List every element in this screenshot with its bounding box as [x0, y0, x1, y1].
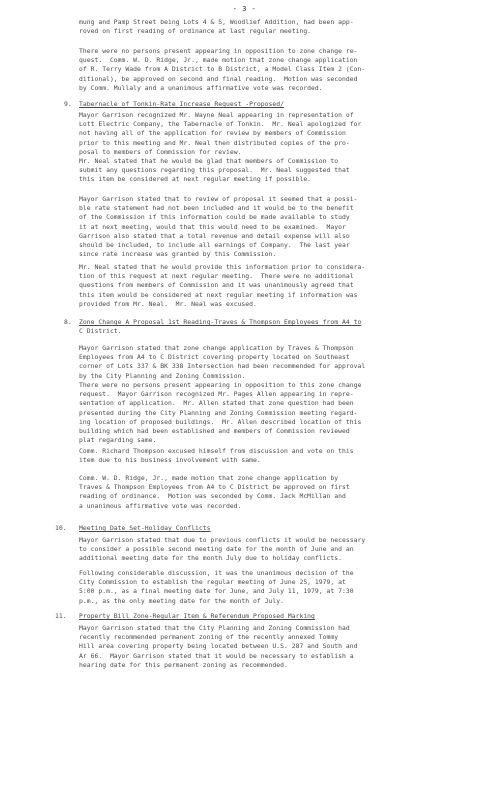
text-line: Mr. Neal stated that he would provide this information prior to considera-	[79, 263, 366, 271]
text-line: this item would be considered at next regular meeting if information was	[79, 290, 358, 299]
text-line: Following considerable discussion, it was the unanimous decision of the	[79, 569, 354, 577]
paragraph	[79, 381, 361, 445]
text-line: building which had been established and members of Commission reviewed	[79, 427, 350, 436]
text-line: recently recommended permanent zoning of the recently annexed Tommy	[79, 633, 339, 642]
text-line: City Commission to establish the regular meeting of June 25, 1979, at	[79, 578, 346, 587]
section	[79, 318, 361, 336]
text-line: a unanimous affirmative vote was recorded.	[79, 501, 242, 510]
section-title: Meeting Date Set-Holiday Conflicts	[79, 524, 211, 532]
text-line: mung and Pamp Street being Lots 4 & 5, Woodlief Addition, had been app-	[79, 18, 354, 26]
text-line: tion of this request at next regular meeting. There were no additional	[79, 272, 354, 281]
text-line: presented during the City Planning and Zoning Commission meeting regard-	[79, 408, 358, 417]
item-number: 11.	[55, 612, 67, 620]
text-line: There were no persons present appearing in opposition to zone change re-	[79, 47, 358, 55]
section	[79, 524, 211, 533]
text-line: corner of Lots 337 & BK 338 Intersection had been recommended for approval	[79, 362, 366, 371]
paragraph	[79, 18, 354, 36]
text-line: Mayor Garrison stated that the City Planning and Zoning Commission had	[79, 624, 350, 632]
paragraph	[79, 47, 365, 93]
text-line: ble rate statement had not been included and it would be to the benefit	[79, 204, 354, 213]
text-line: p.m., as the only meeting date for the month of July.	[79, 596, 284, 605]
text-line: Mayor Garrison stated that zone change application by Traves & Thompson	[79, 344, 354, 352]
text-line: of the Commission if this information could be made available to study	[79, 213, 350, 222]
text-line: Comm. W. D. Ridge, Jr., made motion that zone change application by	[79, 474, 339, 482]
section	[79, 612, 315, 621]
text-line: Mr. Neal stated that he would be glad that members of Commission to	[79, 157, 339, 165]
text-line: Hill area covering property being located between U.S. 287 and South and	[79, 642, 358, 651]
paragraph	[79, 344, 365, 381]
paragraph	[79, 569, 354, 606]
page-number: - 3 -	[232, 5, 257, 13]
text-line: it at next meeting, would that this would need to be examined. Mayor	[79, 222, 346, 231]
text-line: roved on first reading of ordinance at last regular meeting.	[79, 27, 312, 36]
text-line: There were no persons present appearing in opposition to this zone change	[79, 381, 362, 389]
section-title: Zone Change A Proposal 1st Reading-Traves & Thompson Employees from A4 to	[79, 318, 362, 326]
text-line: hearing date for this permanent zoning as recommended.	[79, 660, 288, 669]
text-line: Comm. Richard Thompson excused himself from discussion and vote on this	[79, 447, 354, 455]
text-line: since rate increase was granted by this Commission.	[79, 250, 277, 259]
text-line: Traves & Thompson Employees from A4 to C District be approved on first	[79, 483, 350, 492]
text-line: Ar 66. Mayor Garrison stated that it would be necessary to establish a	[79, 651, 354, 660]
text-line: reading of ordinance. Motion was seconded by Comm. Jack McMillan and	[79, 492, 346, 501]
text-line: not having all of the application for review by members of Commission	[79, 129, 346, 138]
text-line: Lott Electric Company, the Tabernacle of Tonkin. Mr. Neal apologized for	[79, 120, 362, 129]
text-line: by Comm. Mullaly and a unanimous affirmative vote was recorded.	[79, 83, 323, 92]
paragraph	[79, 624, 357, 670]
text-line: request. Mayor Garrison recognized Mr. Pages Allen appearing in repre-	[79, 390, 354, 399]
text-line: additional meeting date for the month July due to holiday conflicts.	[79, 554, 342, 563]
item-number: 9.	[64, 100, 72, 108]
item-number: 10.	[55, 524, 67, 532]
text-line: 5:00 p.m., as a final meeting date for June, and July 11, 1979, at 7:30	[79, 587, 354, 596]
text-line: Mayor Garrison stated that due to previous conflicts it would be necessary	[79, 536, 366, 544]
paragraph	[79, 263, 365, 309]
text-line: to consider a possible second meeting date for the month of June and an	[79, 545, 354, 554]
text-line: should be included, to include all earnings of Company. The last year	[79, 241, 350, 250]
text-line: quest. Comm. W. D. Ridge, Jr., made motion that zone change application	[79, 56, 358, 65]
text-line: of R. Terry Wade from A District to B District, a Model Class Item 2 (Con-	[79, 65, 366, 74]
text-line: Employees from A4 to C District covering property located on Southeast	[79, 353, 350, 362]
text-line: ing location of proposed buildings. Mr. Allen described location of this	[79, 417, 362, 426]
paragraph	[79, 157, 350, 185]
text-line: ditional), be approved on second and final reading. Motion was seconded	[79, 74, 358, 83]
text-line: plat regarding same.	[79, 436, 157, 445]
item-number: 8.	[64, 318, 72, 326]
text-line: questions from members of Commission and it was unanimously agreed that	[79, 281, 354, 290]
section-title: Tabernacle of Tonkin-Rate Increase Request -Proposed/	[79, 100, 284, 108]
section-title: Property Bill Zone-Regular Item & Referendum Proposed Marking	[79, 612, 315, 620]
section	[79, 100, 284, 109]
text-line: posal to members of Commission for review.	[79, 147, 242, 156]
paragraph	[79, 474, 350, 511]
text-line: C District.	[79, 327, 122, 336]
text-line: Mayor Garrison recognized Mr. Wayne Neal appearing in representation of	[79, 111, 354, 119]
text-line: prior to this meeting and Mr. Neal then distributed copies of the pro-	[79, 138, 350, 147]
paragraph	[79, 536, 365, 564]
paragraph	[79, 447, 354, 465]
text-line: submit any questions regarding this proposal. Mr. Neal suggested that	[79, 166, 350, 175]
text-line: sentation of application. Mr. Allen stated that zone question had been	[79, 399, 354, 408]
text-line: this item be considered at next regular meeting if possible.	[79, 175, 312, 184]
paragraph	[79, 111, 361, 157]
text-line: Mayor Garrison stated that to review of proposal it seemed that a possi-	[79, 195, 358, 203]
text-line: provided from Mr. Neal. Mr. Neal was excused.	[79, 299, 257, 308]
text-line: item due to his business involvement with same.	[79, 456, 261, 465]
paragraph	[79, 195, 357, 259]
text-line: Garrison also stated that a total revenue and detail expense will also	[79, 231, 350, 240]
text-line: by the City Planning and Zoning Commission.	[79, 371, 246, 380]
